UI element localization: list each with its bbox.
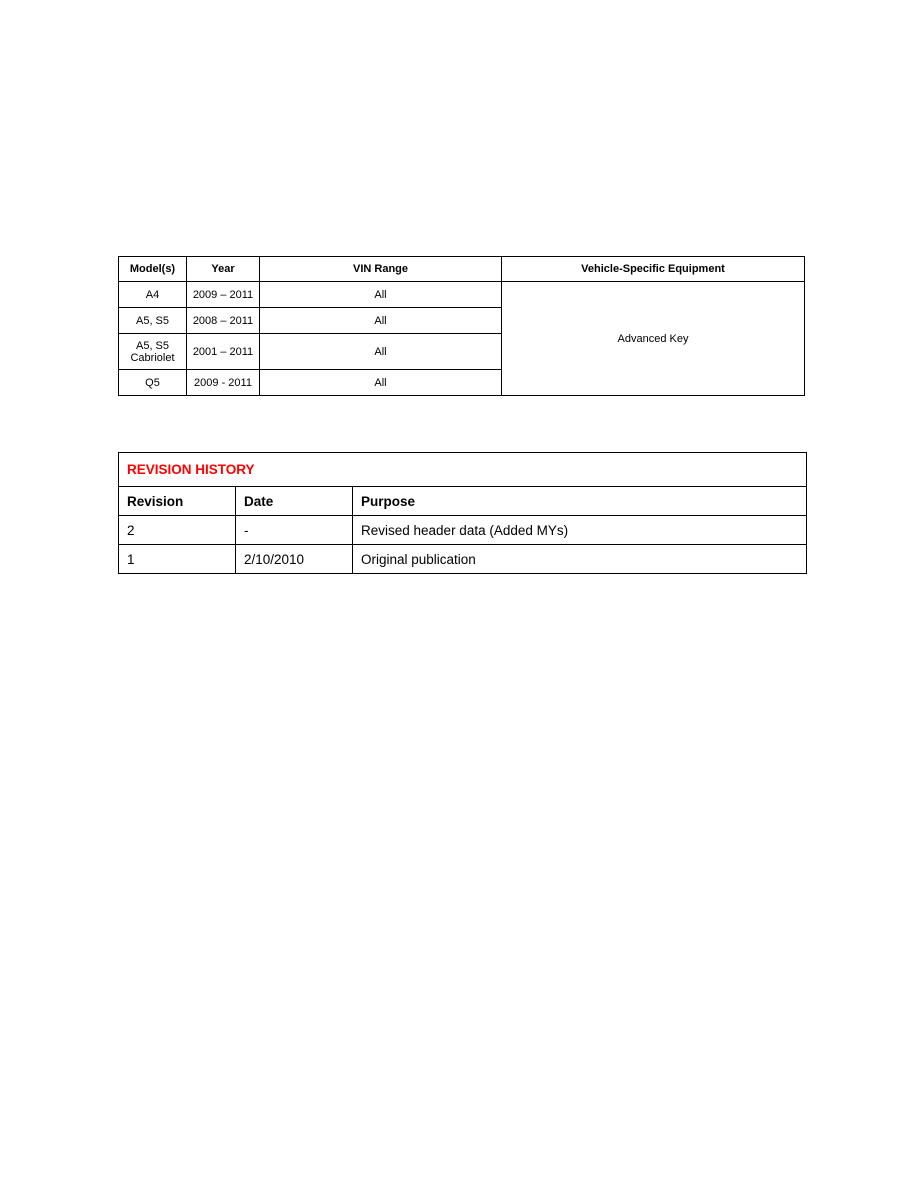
cell-models: A5, S5 Cabriolet bbox=[119, 334, 187, 370]
column-header-purpose: Purpose bbox=[353, 487, 807, 516]
revision-history-table bbox=[118, 452, 807, 574]
cell-models: A4 bbox=[119, 282, 187, 308]
cell-models: Q5 bbox=[119, 370, 187, 396]
cell-year: 2001 – 2011 bbox=[187, 334, 260, 370]
column-header-models: Model(s) bbox=[119, 257, 187, 282]
column-header-year: Year bbox=[187, 257, 260, 282]
cell-purpose: Original publication bbox=[353, 545, 807, 574]
cell-models: A5, S5 bbox=[119, 308, 187, 334]
column-header-vin-range: VIN Range bbox=[260, 257, 502, 282]
cell-vin-range: All bbox=[260, 334, 502, 370]
column-header-revision: Revision bbox=[119, 487, 236, 516]
column-header-equipment: Vehicle-Specific Equipment bbox=[502, 257, 805, 282]
cell-equipment: Advanced Key bbox=[502, 282, 805, 396]
cell-revision: 1 bbox=[119, 545, 236, 574]
cell-vin-range: All bbox=[260, 308, 502, 334]
revision-table-header-row bbox=[119, 487, 807, 516]
revision-title-row bbox=[119, 453, 807, 487]
cell-vin-range: All bbox=[260, 370, 502, 396]
vehicle-table-header-row bbox=[119, 257, 805, 282]
table-row bbox=[119, 545, 807, 574]
cell-date: - bbox=[236, 516, 353, 545]
vehicle-applicability-table bbox=[118, 256, 805, 396]
table-row bbox=[119, 282, 805, 308]
table-row bbox=[119, 516, 807, 545]
cell-purpose: Revised header data (Added MYs) bbox=[353, 516, 807, 545]
column-header-date: Date bbox=[236, 487, 353, 516]
cell-date: 2/10/2010 bbox=[236, 545, 353, 574]
cell-year: 2008 – 2011 bbox=[187, 308, 260, 334]
revision-history-title: REVISION HISTORY bbox=[119, 453, 807, 487]
cell-year: 2009 – 2011 bbox=[187, 282, 260, 308]
cell-vin-range: All bbox=[260, 282, 502, 308]
cell-revision: 2 bbox=[119, 516, 236, 545]
cell-year: 2009 - 2011 bbox=[187, 370, 260, 396]
